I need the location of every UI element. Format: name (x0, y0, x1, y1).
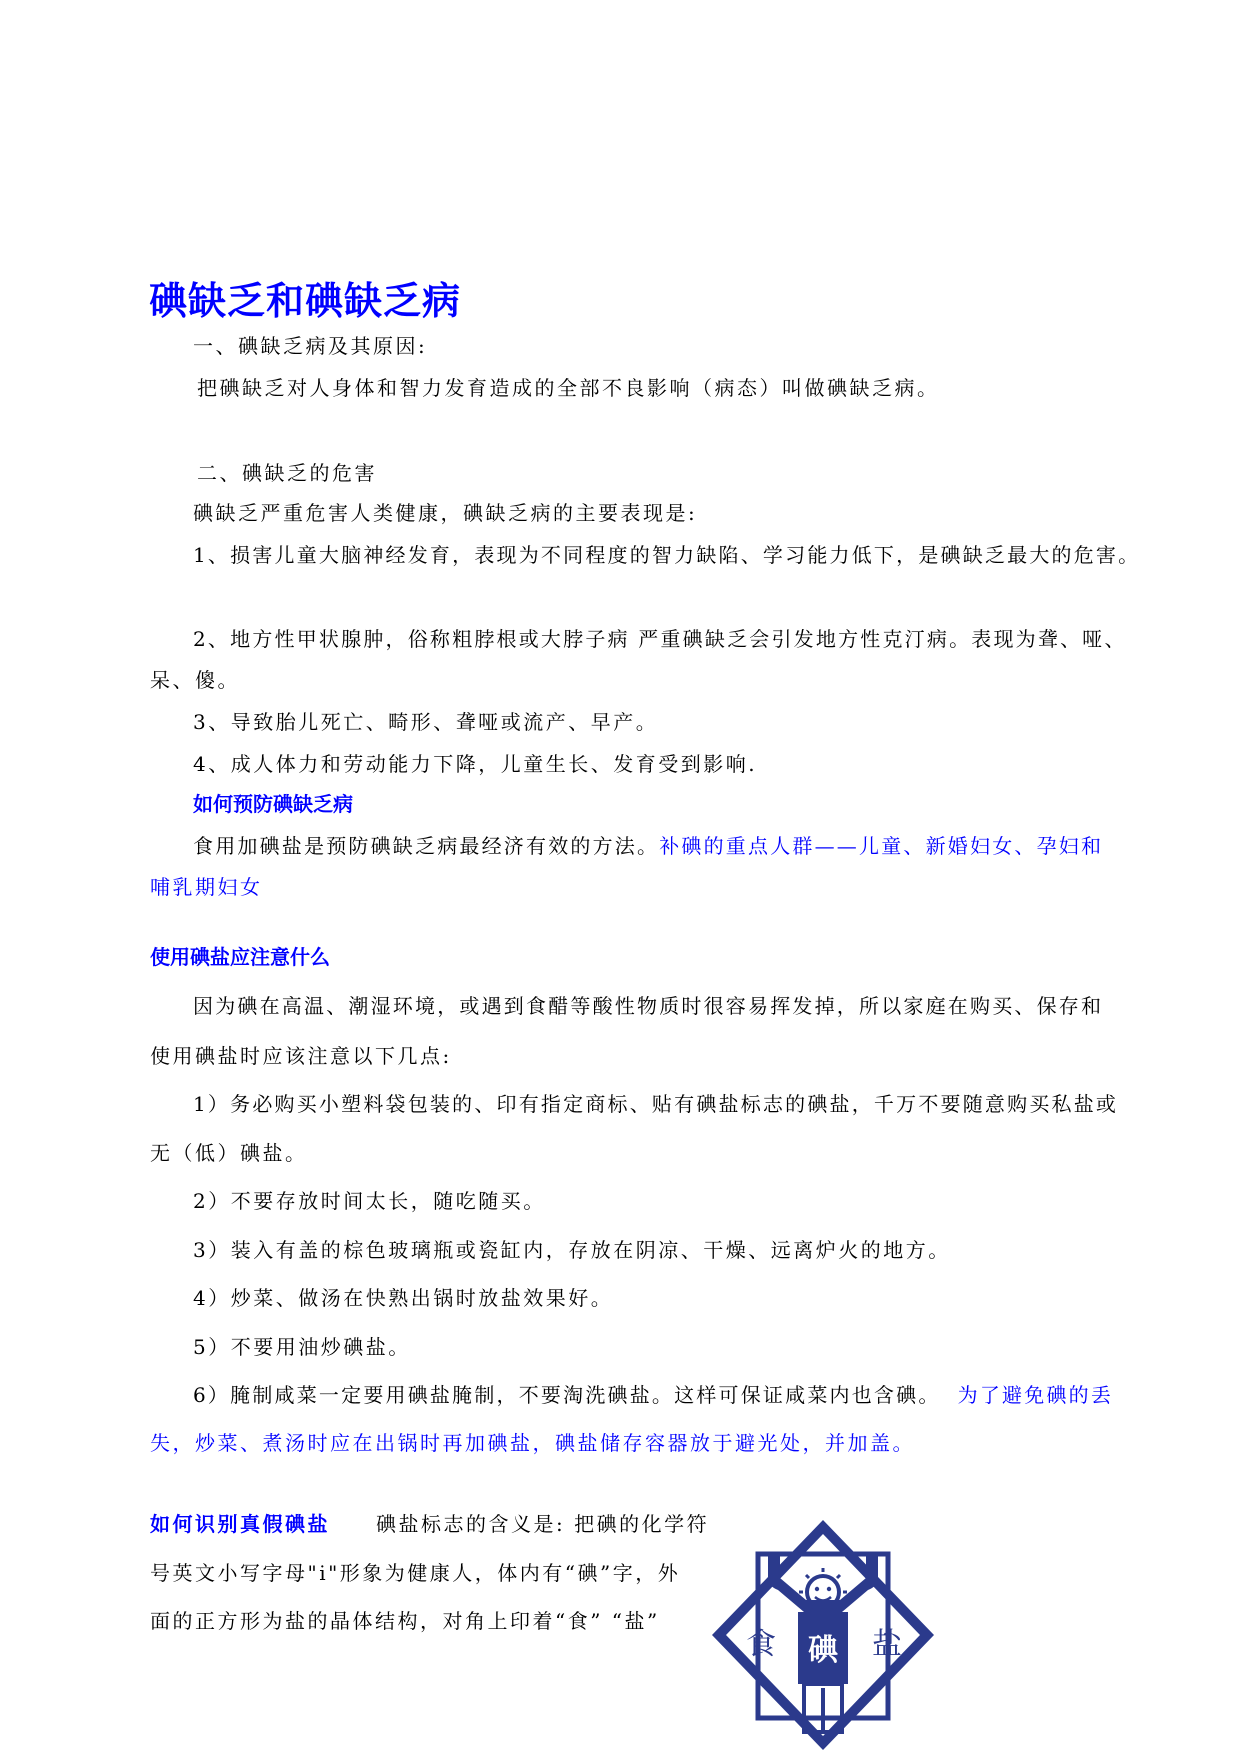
section1-heading: 一、碘缺乏病及其原因: (193, 334, 428, 358)
iodized-salt-logo (708, 1516, 938, 1754)
section2-item2-cont: 呆、傻。 (150, 668, 240, 692)
usage-heading: 使用碘盐应注意什么 (150, 945, 330, 969)
identify-line3: 面的正方形为盐的晶体结构，对角上印着“食” “盐” (150, 1609, 660, 1633)
usage-item6-black: 6）腌制咸菜一定要用碘盐腌制，不要淘洗碘盐。这样可保证咸菜内也含碘。 (193, 1383, 941, 1407)
usage-item5: 5）不要用油炒碘盐。 (193, 1335, 411, 1359)
section2-item3: 3、导致胎儿死亡、畸形、聋哑或流产、早产。 (193, 710, 659, 734)
usage-item6 (193, 1382, 1113, 1408)
usage-item3: 3）装入有盖的棕色玻璃瓶或瓷缸内，存放在阴凉、干燥、远离炉火的地方。 (193, 1238, 951, 1262)
usage-intro-cont: 使用碘盐时应该注意以下几点: (150, 1044, 452, 1068)
prevent-heading: 如何预防碘缺乏病 (193, 792, 353, 816)
identify-line2: 号英文小写字母"i"形象为健康人，体内有“碘”字，外 (150, 1561, 681, 1585)
section2-item4: 4、成人体力和劳动能力下降，儿童生长、发育受到影响. (193, 752, 758, 776)
usage-item1-cont: 无（低）碘盐。 (150, 1141, 308, 1165)
logo-char-right: 盐 (872, 1627, 902, 1662)
prevent-text-black: 食用加碘盐是预防碘缺乏病最经济有效的方法。 (193, 834, 660, 858)
usage-item6-blue: 为了避免碘的丢 (957, 1383, 1114, 1407)
prevent-text (193, 833, 1103, 859)
logo-char-left: 食 (746, 1627, 776, 1662)
section2-intro: 碘缺乏严重危害人类健康，碘缺乏病的主要表现是: (193, 501, 698, 525)
prevent-text-blue: 补碘的重点人群——儿童、新婚妇女、孕妇和 (659, 834, 1104, 858)
usage-item1: 1）务必购买小塑料袋包装的、印有指定商标、贴有碘盐标志的碘盐，千万不要随意购买私盐或 (193, 1092, 1119, 1116)
usage-item4: 4）炒菜、做汤在快熟出锅时放盐效果好。 (193, 1286, 614, 1310)
usage-item2: 2）不要存放时间太长，随吃随买。 (193, 1189, 546, 1213)
usage-intro: 因为碘在高温、潮湿环境，或遇到食醋等酸性物质时很容易挥发掉，所以家庭在购买、保存和 (193, 994, 1104, 1018)
section2-item2: 2、地方性甲状腺肿，俗称粗脖根或大脖子病 严重碘缺乏会引发地方性克汀病。表现为聋、哑、 (193, 627, 1127, 651)
usage-item6-cont: 失，炒菜、煮汤时应在出锅时再加碘盐，碘盐储存容器放于避光处，并加盖。 (150, 1431, 915, 1455)
document-title: 碘缺乏和碘缺乏病 (149, 278, 462, 323)
identify-text: 碘盐标志的含义是: 把碘的化学符 (376, 1512, 710, 1536)
section2-heading: 二、碘缺乏的危害 (197, 461, 377, 485)
logo-char-center: 碘 (808, 1633, 838, 1668)
identify-line1 (150, 1511, 709, 1537)
section2-item1: 1、损害儿童大脑神经发育，表现为不同程度的智力缺陷、学习能力低下，是碘缺乏最大的危害。 (193, 543, 1141, 567)
identify-heading: 如何识别真假碘盐 (150, 1512, 330, 1536)
prevent-text-cont: 哺乳期妇女 (150, 875, 263, 899)
section1-text: 把碘缺乏对人身体和智力发育造成的全部不良影响（病态）叫做碘缺乏病。 (197, 376, 940, 400)
